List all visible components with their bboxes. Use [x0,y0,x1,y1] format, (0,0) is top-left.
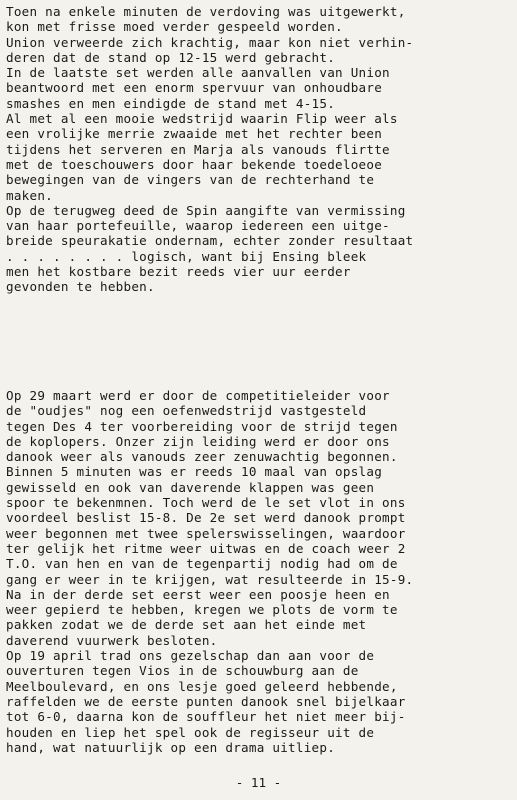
text-line: Op 29 maart werd er door de competitieleider voor [6,388,390,403]
text-line: pakken zodat we de derde set aan het einde met [6,617,367,633]
text-line: ouverturen tegen Vios in de schouwburg aan de [6,663,359,679]
text-line: Meelboulevard, en ons lesje goed geleerd hebbende, [6,678,398,694]
text-line: Op de terugweg deed de Spin aangifte van vermissing [6,202,406,218]
text-line: smashes en men eindigde de stand met 4-15. [6,95,336,111]
text-line: hand, wat natuurlijk op een drama uitliep. [6,739,336,755]
text-line: kon met frisse moed verder gespeeld worden. [6,19,343,35]
text-line: Union verweerde zich krachtig, maar kon niet verhin- [6,34,414,50]
text-line: T.O. van hen en van de tegenpartij nodig had om de [6,556,398,572]
text-line: tot 6-0, daarna kon de souffleur het niet meer bij- [6,709,406,725]
text-line: gewisseld en ook van daverende klappen was geen [6,479,375,495]
text-line: Binnen 5 minuten was er reeds 10 maal van opslag [6,464,383,480]
text-line: van haar portefeuille, waarop iedereen een uitge- [6,218,390,234]
text-line: men het kostbare bezit reeds vier uur eerder [6,264,351,280]
text-line: maken. [6,187,54,203]
text-line: Al met al een mooie wedstrijd waarin Flip weer als [6,111,398,127]
text-line: een vrolijke merrie zwaaide met het rechter been [6,126,383,142]
text-line: breide speurakatie ondernam, echter zonder resultaat [6,233,414,249]
text-line: tijdens het serveren en Marja als vanouds flirtte [6,141,390,157]
text-line: weer begonnen met twee spelerswisselingen, waardoor [6,525,406,541]
text-line: . . . . . . . . logisch, want bij Ensing bleek [6,248,367,264]
page-number: - 11 - [235,775,282,790]
text-line: deren dat de stand op 12-15 werd gebracht. [6,49,336,65]
text-line: raffelden we de eerste punten danook snel bijelkaar [6,693,406,709]
text-line: gevonden te hebben. [6,279,155,295]
text-line: gang er weer in te krijgen, wat resulteerde in 15-9. [6,571,414,587]
paragraph-match-report-des-vios [6,388,511,755]
text-line: tegen Des 4 ter voorbereiding voor de strijd tegen [6,418,398,434]
text-line: met de toeschouwers door haar bekende toedeloeoe [6,156,383,172]
text-line: daverend vuurwerk besloten. [6,632,218,648]
text-line: danook weer als vanouds zeer zenuwachtig begonnen. [6,449,398,465]
text-line: In de laatste set werden alle aanvallen van Union [6,65,390,81]
text-line: de koplopers. Onzer zijn leiding werd er door ons [6,433,390,449]
text-line: Na in der derde set eerst weer een poosje heen en [6,586,390,602]
paragraph-match-report-union [6,4,511,295]
text-line: voordeel beslist 15-8. De 2e set werd danook prompt [6,510,406,526]
text-line: Toen na enkele minuten de verdoving was uitgewerkt, [6,4,406,19]
text-line: houden en liep het spel ook de regisseur uit de [6,724,375,740]
text-line: ter gelijk het ritme weer uitwas en de coach weer 2 [6,540,406,556]
text-line: spoor te bekenmnen. Toch werd de le set vlot in ons [6,495,406,511]
text-line: Op 19 april trad ons gezelschap dan aan voor de [6,648,375,664]
text-line: de "oudjes" nog een oefenwedstrijd vastgesteld [6,403,367,419]
text-line: bewegingen van de vingers van de rechterhand te [6,172,375,188]
text-line: beantwoord met een enorm spervuur van onhoudbare [6,80,383,96]
text-line: weer gepierd te hebben, kregen we plots de vorm te [6,602,398,618]
